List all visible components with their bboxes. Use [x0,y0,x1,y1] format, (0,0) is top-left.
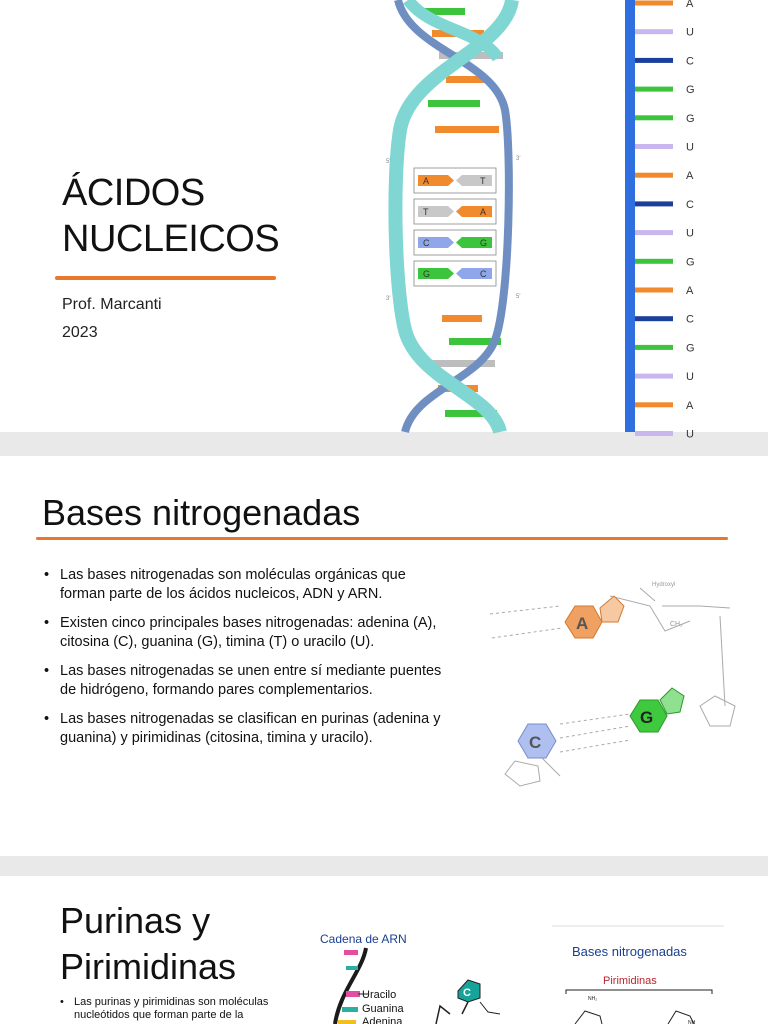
slide-purinas-pirimidinas [0,876,768,1024]
dna-base-pairs [414,168,496,286]
rna-base-bar [635,316,673,321]
base-pair-right-label: C [480,269,487,279]
base-pair-left-label: C [423,238,430,248]
label-ch2: CH₂ [670,621,683,628]
base-label-g: G [640,708,654,727]
rna-chain-illustration [0,876,768,1024]
rna-base-letter: U [686,26,694,39]
base-pair-right-label: A [480,207,487,217]
rna-base-letter: A [686,285,694,297]
rna-base-letter: U [686,428,694,441]
rna-base-bar [635,402,673,407]
base-right [456,175,492,186]
base-pair-right-label: G [480,238,488,248]
slide-bases-nitrogenadas [0,456,768,856]
rna-base-letter: U [686,371,694,384]
rna-rung [346,991,360,997]
base-label-c: C [529,733,542,752]
base-label-c: C [463,987,471,999]
rna-chain-title: Cadena de ARN [320,932,407,946]
rna-base-letter: G [686,342,695,355]
rna-label-uracilo: Uracilo [362,989,397,1001]
year: 2023 [62,324,98,341]
bullet-item: • Existen cinco principales bases nitrogenadas: adenina (A), citosina (C), guanina (G), timina (T) o uracilo (U). [42,614,447,652]
rna-base-letter: U [686,227,694,240]
author: Prof. Marcanti [62,296,162,313]
adenine-ring-2 [600,596,624,622]
rna-base-bar [635,1,673,6]
rna-base-bar [635,29,673,34]
rna-base-letter: G [686,84,695,97]
dna-rung [442,315,482,322]
base-pair-right-label: T [480,176,486,186]
rna-label-adenina: Adenina [362,1016,403,1024]
dna-rung [428,100,480,107]
bullet-line-2: nucleótidos que forman parte de la [74,1009,244,1021]
rna-base-bar [635,58,673,63]
bullet-item: • Las bases nitrogenadas son moléculas orgánicas que forman parte de los ácidos nucleicos, ADN y ARN. [42,566,447,604]
base-pair-left-label: G [423,269,431,279]
rna-base-letter: A [686,170,694,183]
rna-base-letter: A [686,0,694,10]
rna-base-bar [635,345,673,350]
rna-base-bar [635,144,673,149]
svg-text:NH: NH [688,1020,696,1024]
rna-base-letter: C [686,198,694,211]
base-pair-left-label: A [423,176,430,186]
base-right [456,206,492,217]
rna-backbone [625,0,635,432]
rna-base-bar [635,201,673,206]
bullet-item: • Las bases nitrogenadas se unen entre sí mediante puentes de hidrógeno, formando pares complementarios. [42,662,447,700]
base-pair-left-label: T [423,207,429,217]
slide-title [0,0,768,441]
rna-base-letter: U [686,141,694,154]
rna-base-letter: C [686,313,694,326]
dna-rung [435,126,499,133]
rna-base-bar [635,431,673,436]
rna-base-bar [635,87,673,92]
rna-label-guanina: Guanina [362,1003,404,1015]
base-label-a: A [576,614,589,633]
base-pairing-diagram [0,456,768,856]
strand-label-1: 5' [386,159,391,165]
strand-label-4: 5' [516,294,521,300]
title-line-2: Pirimidinas [60,946,237,987]
rna-strand-bases [635,0,695,441]
slide-2-title: Bases nitrogenadas [42,492,361,533]
title-line-1: ÁCIDOS [62,172,205,214]
dna-double-helix-illustration [0,0,768,441]
pirimidinas-label: Pirimidinas [603,975,657,987]
rna-base-bar [635,230,673,235]
rna-base-bar [635,173,673,178]
rna-rung [344,950,358,955]
rna-base-bar [635,374,673,379]
strand-label-2: 3' [516,156,521,162]
rna-base-letter: C [686,55,694,68]
label-hydroxyl: Hydroxyl [652,582,676,588]
strand-label-3: 3' [386,296,391,302]
rna-base-letter: G [686,112,695,125]
svg-text:NH₂: NH₂ [588,996,598,1002]
bullet-line-1: Las purinas y pirimidinas son moléculas [74,996,269,1008]
rna-rung [342,1007,358,1012]
rna-base-letter: A [686,399,694,412]
rna-rung [346,966,358,970]
rna-rung [338,1020,356,1024]
title-line-1: Purinas y [60,900,211,941]
title-line-2: NUCLEICOS [62,218,280,260]
rna-base-letter: G [686,256,695,269]
rna-base-bar [635,115,673,120]
rna-base-bar [635,288,673,293]
bases-nitrogenadas-label: Bases nitrogenadas [572,944,687,959]
rna-base-bar [635,259,673,264]
base-right [456,268,492,279]
bullet-item: • Las bases nitrogenadas se clasifican en purinas (adenina y guanina) y pirimidinas (citosina, timina y uracilo). [42,710,447,748]
